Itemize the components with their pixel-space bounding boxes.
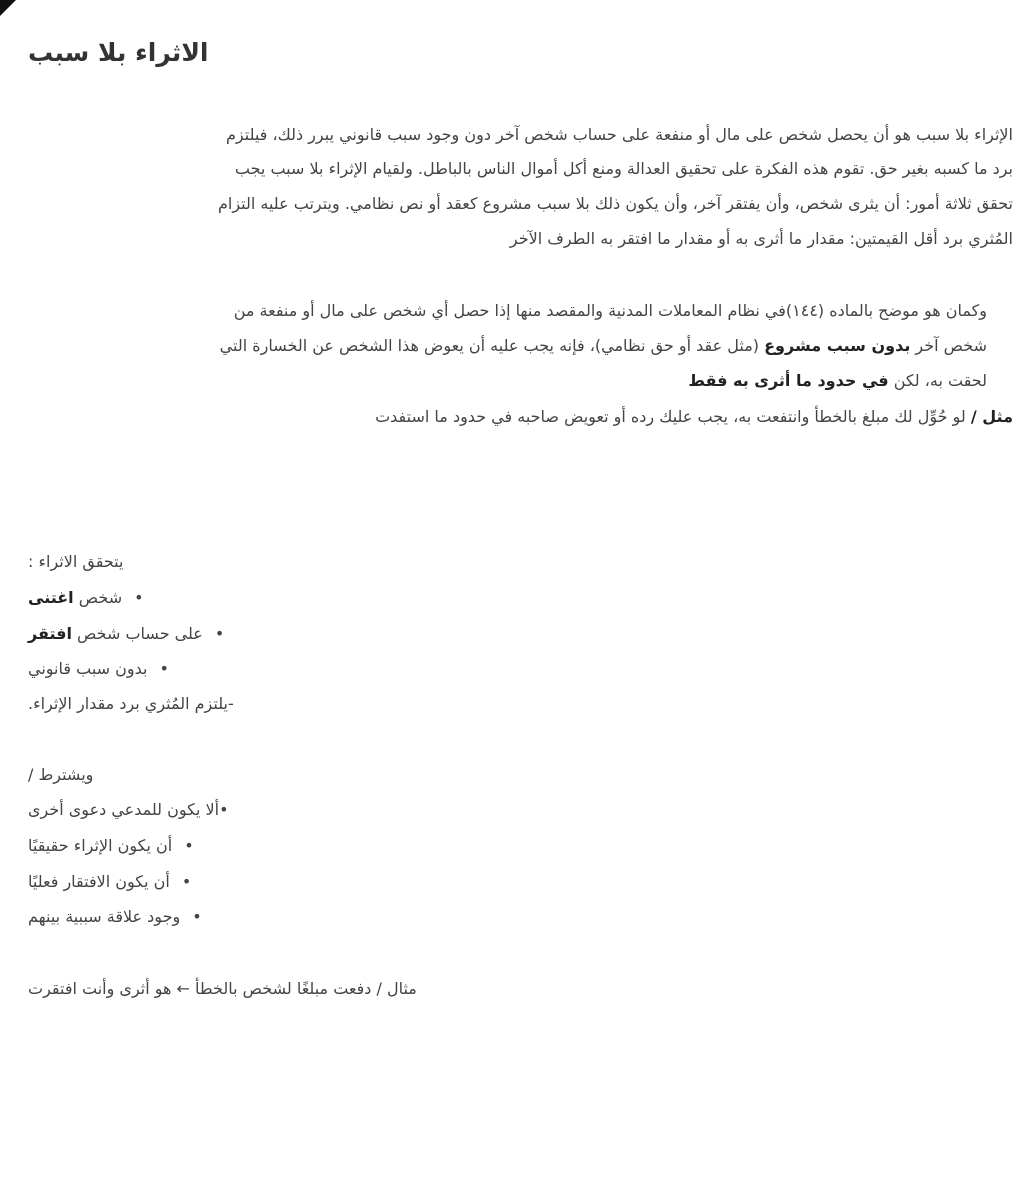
para1-line-4: المُثري برد أقل القيمتين: مقدار ما أثرى به أو مقدار ما افتقر به الطرف الآخر [509, 229, 1013, 248]
example-label: مثل / [970, 407, 1013, 426]
conditions-heading: يتحقق الاثراء : [28, 552, 124, 571]
list-item: •شخص اغتنى [28, 588, 144, 607]
page-title: الاثراء بلا سبب [28, 38, 209, 67]
corner-mark [0, 0, 16, 16]
list-item: •ألا يكون للمدعي دعوى أخرى [28, 800, 229, 819]
bold-phrase: بدون سبب مشروع [764, 336, 911, 355]
list-item: •أن يكون الإثراء حقيقيًا [28, 836, 194, 855]
para1-line-1: الإثراء بلا سبب هو أن يحصل شخص على مال أو منفعة على حساب شخص آخر دون وجود سبب قانوني يبرر ذلك، فيلتزم [226, 125, 1013, 144]
para1-line-2: برد ما كسبه بغير حق. تقوم هذه الفكرة على تحقيق العدالة ومنع أكل أموال الناس بالباطل. ولقيام الإثراء بلا سبب يجب [234, 159, 1013, 178]
list-item: •أن يكون الافتقار فعليًا [28, 872, 192, 891]
list-item: •وجود علاقة سببية بينهم [28, 907, 202, 926]
para2-line-2: شخص آخر بدون سبب مشروع (مثل عقد أو حق نظامي)، فإنه يجب عليه أن يعوض هذا الشخص عن الخسارة التي [219, 336, 987, 355]
list-item: •بدون سبب قانوني [28, 659, 169, 678]
list-item: •على حساب شخص افتقر [28, 624, 225, 643]
requirements-heading: ويشترط / [28, 765, 94, 784]
example-line: مثال / دفعت مبلغًا لشخص بالخطأ ← هو أثرى وأنت افتقرت [28, 979, 417, 998]
conditions-note: -يلتزم المُثري برد مقدار الإثراء. [28, 694, 234, 713]
para2-line-1: وكمان هو موضح بالماده (١٤٤)في نظام المعاملات المدنية والمقصد منها إذا حصل أي شخص على مال أو منفعة من [233, 301, 987, 320]
para2-line-3: لحقت به، لكن في حدود ما أثرى به فقط [688, 371, 987, 390]
para1-line-3: تحقق ثلاثة أمور: أن يثرى شخص، وأن يفتقر آخر، وأن يكون ذلك بلا سبب مشروع كعقد أو نص نظامي. ويترتب عليه التزام [217, 194, 1013, 213]
para2-example: مثل / لو حُوِّل لك مبلغ بالخطأ وانتفعت به، يجب عليك رده أو تعويض صاحبه في حدود ما استفدت [375, 407, 1013, 426]
bold-phrase: في حدود ما أثرى به فقط [688, 371, 889, 390]
